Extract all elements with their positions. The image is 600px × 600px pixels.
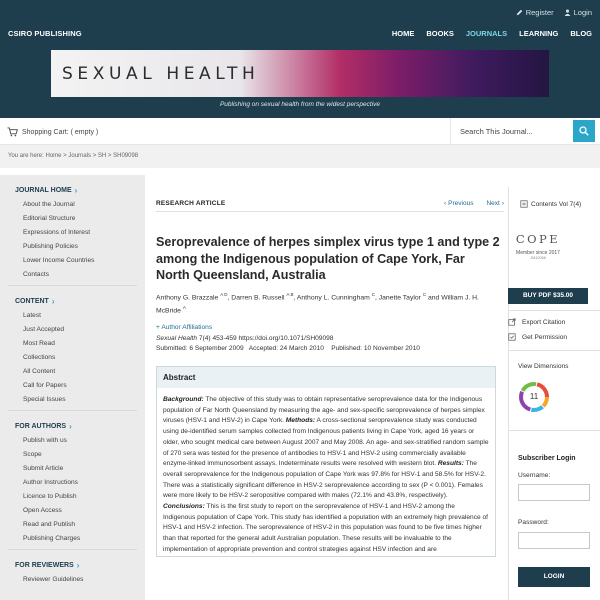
abstract-section-text: The objective of this study was to obtain representative seroprevalence data for the Indigenous population of Far North Queensland by measuring the age- and sex-specific seroprevalence of herpes simplex viruses (HSV-1 and HSV-2) in Cape York. <box>163 396 485 425</box>
sidebar-item[interactable]: Publishing Charges <box>23 535 81 542</box>
journal-title: SEXUAL HEALTH <box>62 64 260 84</box>
author-affiliation-sup: A B <box>286 291 294 297</box>
chevron-right-icon: › <box>76 561 80 570</box>
citation-line <box>156 334 504 344</box>
dimensions-badge[interactable] <box>518 381 550 413</box>
sidebar-for-authors[interactable] <box>0 411 145 434</box>
divider <box>508 430 600 431</box>
sidebar-item[interactable]: About the Journal <box>23 201 75 208</box>
nav-journals[interactable]: JOURNALS <box>465 29 508 38</box>
shopping-cart[interactable] <box>7 127 98 137</box>
article-title: Seroprevalence of herpes simplex virus type 1 and type 2 among the Indigenous population of Cape York, Far North Queensland, Australia <box>156 235 500 282</box>
sidebar-item[interactable]: Most Read <box>23 340 55 347</box>
article-toolbar <box>156 200 504 212</box>
sidebar <box>0 175 145 600</box>
cart-label: Shopping Cart: ( empty ) <box>22 128 99 136</box>
abstract-section-label: Methods: <box>285 417 316 425</box>
abstract-section-text: A cross-sectional seroprevalence study was conducted using de-identified serum samples collected from Indigenous patients living in Cape York, aged 16 years or older, who sought medical care between August 2007 and May 2008. An age- and sex-stratified random sample of 270 sera was tested for the presence of antibodies to HSV-1 and HSV-2 using commercially available enzyme-linked immunosorbent assays. Indeterminate results were resolved with western blot. <box>163 417 489 468</box>
sidebar-item[interactable]: Call for Papers <box>23 382 67 389</box>
abstract-body <box>157 388 495 556</box>
permission-icon <box>508 333 516 341</box>
abstract-heading: Abstract <box>157 367 495 388</box>
cope-badge[interactable] <box>508 232 568 260</box>
journal-name: Sexual Health <box>156 335 198 343</box>
next-label: Next <box>486 200 500 207</box>
top-bar <box>0 0 600 43</box>
abstract-section-text: This is the first study to report on the seroprevalence of HSV-1 and HSV-2 among the Indigenous population of Cape York. This study has identified a population with an extremely high prevalence of HSV-1 and HSV-2 infection. The seroprevalence of HSV-2 in this population was found to be five times higher than that reported for the general adult Australian population. These results will be invaluable to the implementation of appropriate prevention and control strategies against HSV infection and are <box>163 503 489 553</box>
export-icon <box>508 318 516 326</box>
login-link[interactable] <box>564 8 592 17</box>
author-affiliation-sup: C <box>371 291 375 297</box>
author-separator: , <box>293 293 296 301</box>
author-name[interactable]: Darren B. Russell <box>231 293 285 301</box>
contents-label: Contents Vol 7(4) <box>531 200 582 208</box>
cart-icon <box>7 127 18 137</box>
author-name[interactable]: Anthony G. Brazzale <box>156 293 219 301</box>
sidebar-item[interactable]: Publishing Policies <box>23 243 78 250</box>
sidebar-item[interactable]: Just Accepted <box>23 326 65 333</box>
main-nav <box>392 29 592 38</box>
breadcrumb-sh[interactable]: SH <box>97 153 107 159</box>
sidebar-item[interactable]: All Content <box>23 368 56 375</box>
sidebar-item[interactable]: Latest <box>23 312 41 319</box>
breadcrumb-separator: > <box>107 153 112 159</box>
sidebar-item[interactable]: Read and Publish <box>23 521 76 528</box>
author-and: and <box>427 293 440 301</box>
author-name[interactable]: William J. H. McBride <box>156 293 479 315</box>
subscriber-login-title: Subscriber Login <box>518 455 576 462</box>
account-links <box>516 8 592 17</box>
password-input[interactable] <box>518 532 590 549</box>
author-affiliation-sup: A <box>182 305 186 311</box>
divider <box>508 310 600 311</box>
sidebar-heading: FOR REVIEWERS <box>15 562 74 569</box>
cope-logo: COPE <box>515 232 561 246</box>
brand-logo[interactable]: CSIRO PUBLISHING <box>8 29 82 38</box>
chevron-right-icon: › <box>69 422 72 431</box>
export-citation-link[interactable] <box>508 318 565 326</box>
edit-icon <box>516 9 523 16</box>
chevron-right-icon: › <box>51 297 55 306</box>
author-affiliation-sup: C <box>422 291 427 297</box>
author-affiliations-toggle[interactable]: + Author Affiliations <box>156 324 213 332</box>
abstract-box <box>156 366 496 557</box>
contents-link[interactable] <box>520 200 581 208</box>
previous-link[interactable] <box>444 200 473 207</box>
username-input[interactable] <box>518 484 590 501</box>
journal-tagline: Publishing on sexual health from the widest perspective <box>219 101 381 108</box>
view-dimensions-label: View Dimensions <box>518 363 569 370</box>
author-separator: , <box>227 293 230 301</box>
document-icon <box>520 200 528 208</box>
chevron-right-icon: › <box>501 200 504 207</box>
nav-blog[interactable]: BLOG <box>570 29 592 38</box>
breadcrumb-journals[interactable]: Journals <box>68 153 92 159</box>
author-separator: , <box>374 293 377 301</box>
sidebar-heading: FOR AUTHORS <box>15 423 67 430</box>
author-affiliation-sup: A D <box>220 291 228 297</box>
article-pager <box>444 200 504 207</box>
dimensions-score: 11 <box>529 392 539 401</box>
chevron-left-icon: ‹ <box>443 200 447 207</box>
register-label: Register <box>525 8 554 17</box>
breadcrumb <box>0 145 600 168</box>
abstract-section-text: The overall seroprevalence for the Indigenous population of Cape York was 97.8% for HSV-1 and 58.5% for HSV-2. There was a statistically significant difference in HSV-2 seroprevalence according to sex (P < 0.001). Females were more likely to be HSV-2 seropositive compared with males (72.1% and 43.8%, respectively). <box>163 460 486 500</box>
sidebar-item[interactable]: Special Issues <box>23 396 66 403</box>
abstract-section-label: Results: <box>437 460 464 468</box>
abstract-section-label: Conclusions: <box>163 503 205 511</box>
sidebar-item[interactable]: Expressions of Interest <box>23 229 91 236</box>
nav-learning[interactable]: LEARNING <box>519 29 559 38</box>
article-dates: Submitted: 6 September 2009 Accepted: 24 March 2010 Published: 10 November 2010 <box>156 345 420 353</box>
user-icon <box>564 9 571 16</box>
sidebar-item[interactable]: Lower Income Countries <box>23 257 95 264</box>
nav-books[interactable]: BOOKS <box>426 29 454 38</box>
get-permission-link[interactable] <box>508 333 567 341</box>
abstract-section-label: Background: <box>163 396 204 404</box>
divider <box>508 350 600 351</box>
buy-pdf-button[interactable]: BUY PDF $35.00 <box>508 288 588 304</box>
sidebar-item[interactable]: Scope <box>23 451 42 458</box>
sidebar-for-reviewers[interactable] <box>0 550 145 573</box>
sidebar-item[interactable]: Contacts <box>23 271 50 278</box>
export-citation-label: Export Citation <box>522 318 566 326</box>
register-link[interactable] <box>516 8 554 17</box>
author-list <box>156 290 496 318</box>
login-button[interactable]: LOGIN <box>518 567 590 587</box>
sidebar-item[interactable]: Licence to Publish <box>23 493 77 500</box>
citation-block <box>156 334 504 354</box>
citation-doi[interactable]: 7(4) 453-459 https://doi.org/10.1071/SH09098 <box>198 335 334 343</box>
search-button[interactable] <box>573 120 595 142</box>
username-label: Username: <box>518 472 551 479</box>
cope-member-since: Member since 2017 <box>516 250 560 256</box>
article-main <box>156 200 504 557</box>
search-icon <box>579 126 589 136</box>
login-label: Login <box>573 8 592 17</box>
password-label: Password: <box>518 519 549 526</box>
breadcrumb-separator: > <box>63 153 67 159</box>
author-name[interactable]: Janette Taylor <box>378 293 421 301</box>
sidebar-item[interactable]: Editorial Structure <box>23 215 76 222</box>
author-name[interactable]: Anthony L. Cunningham <box>296 293 370 301</box>
sidebar-heading: JOURNAL HOME <box>15 187 72 194</box>
breadcrumb-separator: > <box>92 153 97 159</box>
sidebar-item[interactable]: Open Access <box>23 507 62 514</box>
sidebar-item[interactable]: Reviewer Guidelines <box>23 576 84 583</box>
search-input[interactable]: Search This Journal... <box>450 118 572 145</box>
previous-label: Previous <box>448 200 474 207</box>
chevron-right-icon: › <box>74 186 78 195</box>
sidebar-item[interactable]: Collections <box>23 354 56 361</box>
sidebar-content[interactable] <box>0 286 145 309</box>
sidebar-journal-home[interactable] <box>0 175 145 198</box>
sidebar-item[interactable]: Publish with us <box>23 437 67 444</box>
article-type: RESEARCH ARTICLE <box>156 200 226 207</box>
sidebar-heading: CONTENT <box>15 298 49 305</box>
breadcrumb-prefix: You are here: <box>8 153 44 159</box>
sidebar-item[interactable]: Author Instructions <box>23 479 78 486</box>
breadcrumb-current: SH09098 <box>113 153 139 159</box>
get-permission-label: Get Permission <box>522 333 568 341</box>
next-link[interactable] <box>486 200 504 207</box>
sidebar-item[interactable]: Submit Article <box>23 465 64 472</box>
nav-home[interactable]: HOME <box>391 29 415 38</box>
cope-member-id: JM12066 <box>530 256 546 260</box>
breadcrumb-home[interactable]: Home <box>45 153 62 159</box>
